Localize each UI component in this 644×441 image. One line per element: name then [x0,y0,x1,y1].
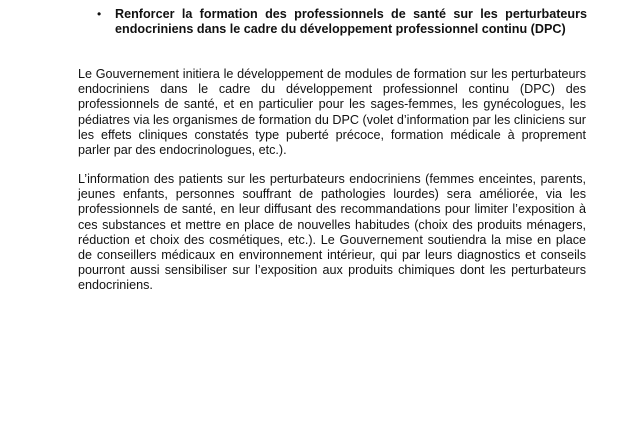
paragraph-patient-information: L’information des patients sur les perturbateurs endocriniens (femmes enceintes, parents, jeunes enfants, personnes souffrant de pathologies lourdes) sera améliorée, via les professionnels de santé, en leur diffusant des recommandations pour limiter l’exposition à ces substances et mettre en place de nouvelles habitudes (choix des produits ménagers, réduction et choix des cosmétiques, etc.). Le Gouvernement soutiendra la mise en place de conseillers médicaux en environnement intérieur, qui par leurs diagnostics et conseils pourront aussi sensibiliser sur l’exposition aux produits chimiques dont les perturbateurs endocriniens. [78,172,586,293]
paragraph-training: Le Gouvernement initiera le développement de modules de formation sur les perturbateurs endocriniens dans le cadre du développement professionnel continu (DPC) des professionnels de santé, et en particulier pour les sages-femmes, les gynécologues, les pédiatres via les organismes de formation du DPC (volet d’information par les cliniciens sur les effets cliniques constatés type puberté précoce, formation médicale à proprement parler par des endocrinologues, etc.). [78,67,586,158]
bullet-heading: Renforcer la formation des professionnels de santé sur les perturbateurs endocriniens dans le cadre du développement professionnel continu (DPC) [115,7,587,36]
bullet-item [97,7,587,37]
bullet-icon: • [97,7,102,21]
